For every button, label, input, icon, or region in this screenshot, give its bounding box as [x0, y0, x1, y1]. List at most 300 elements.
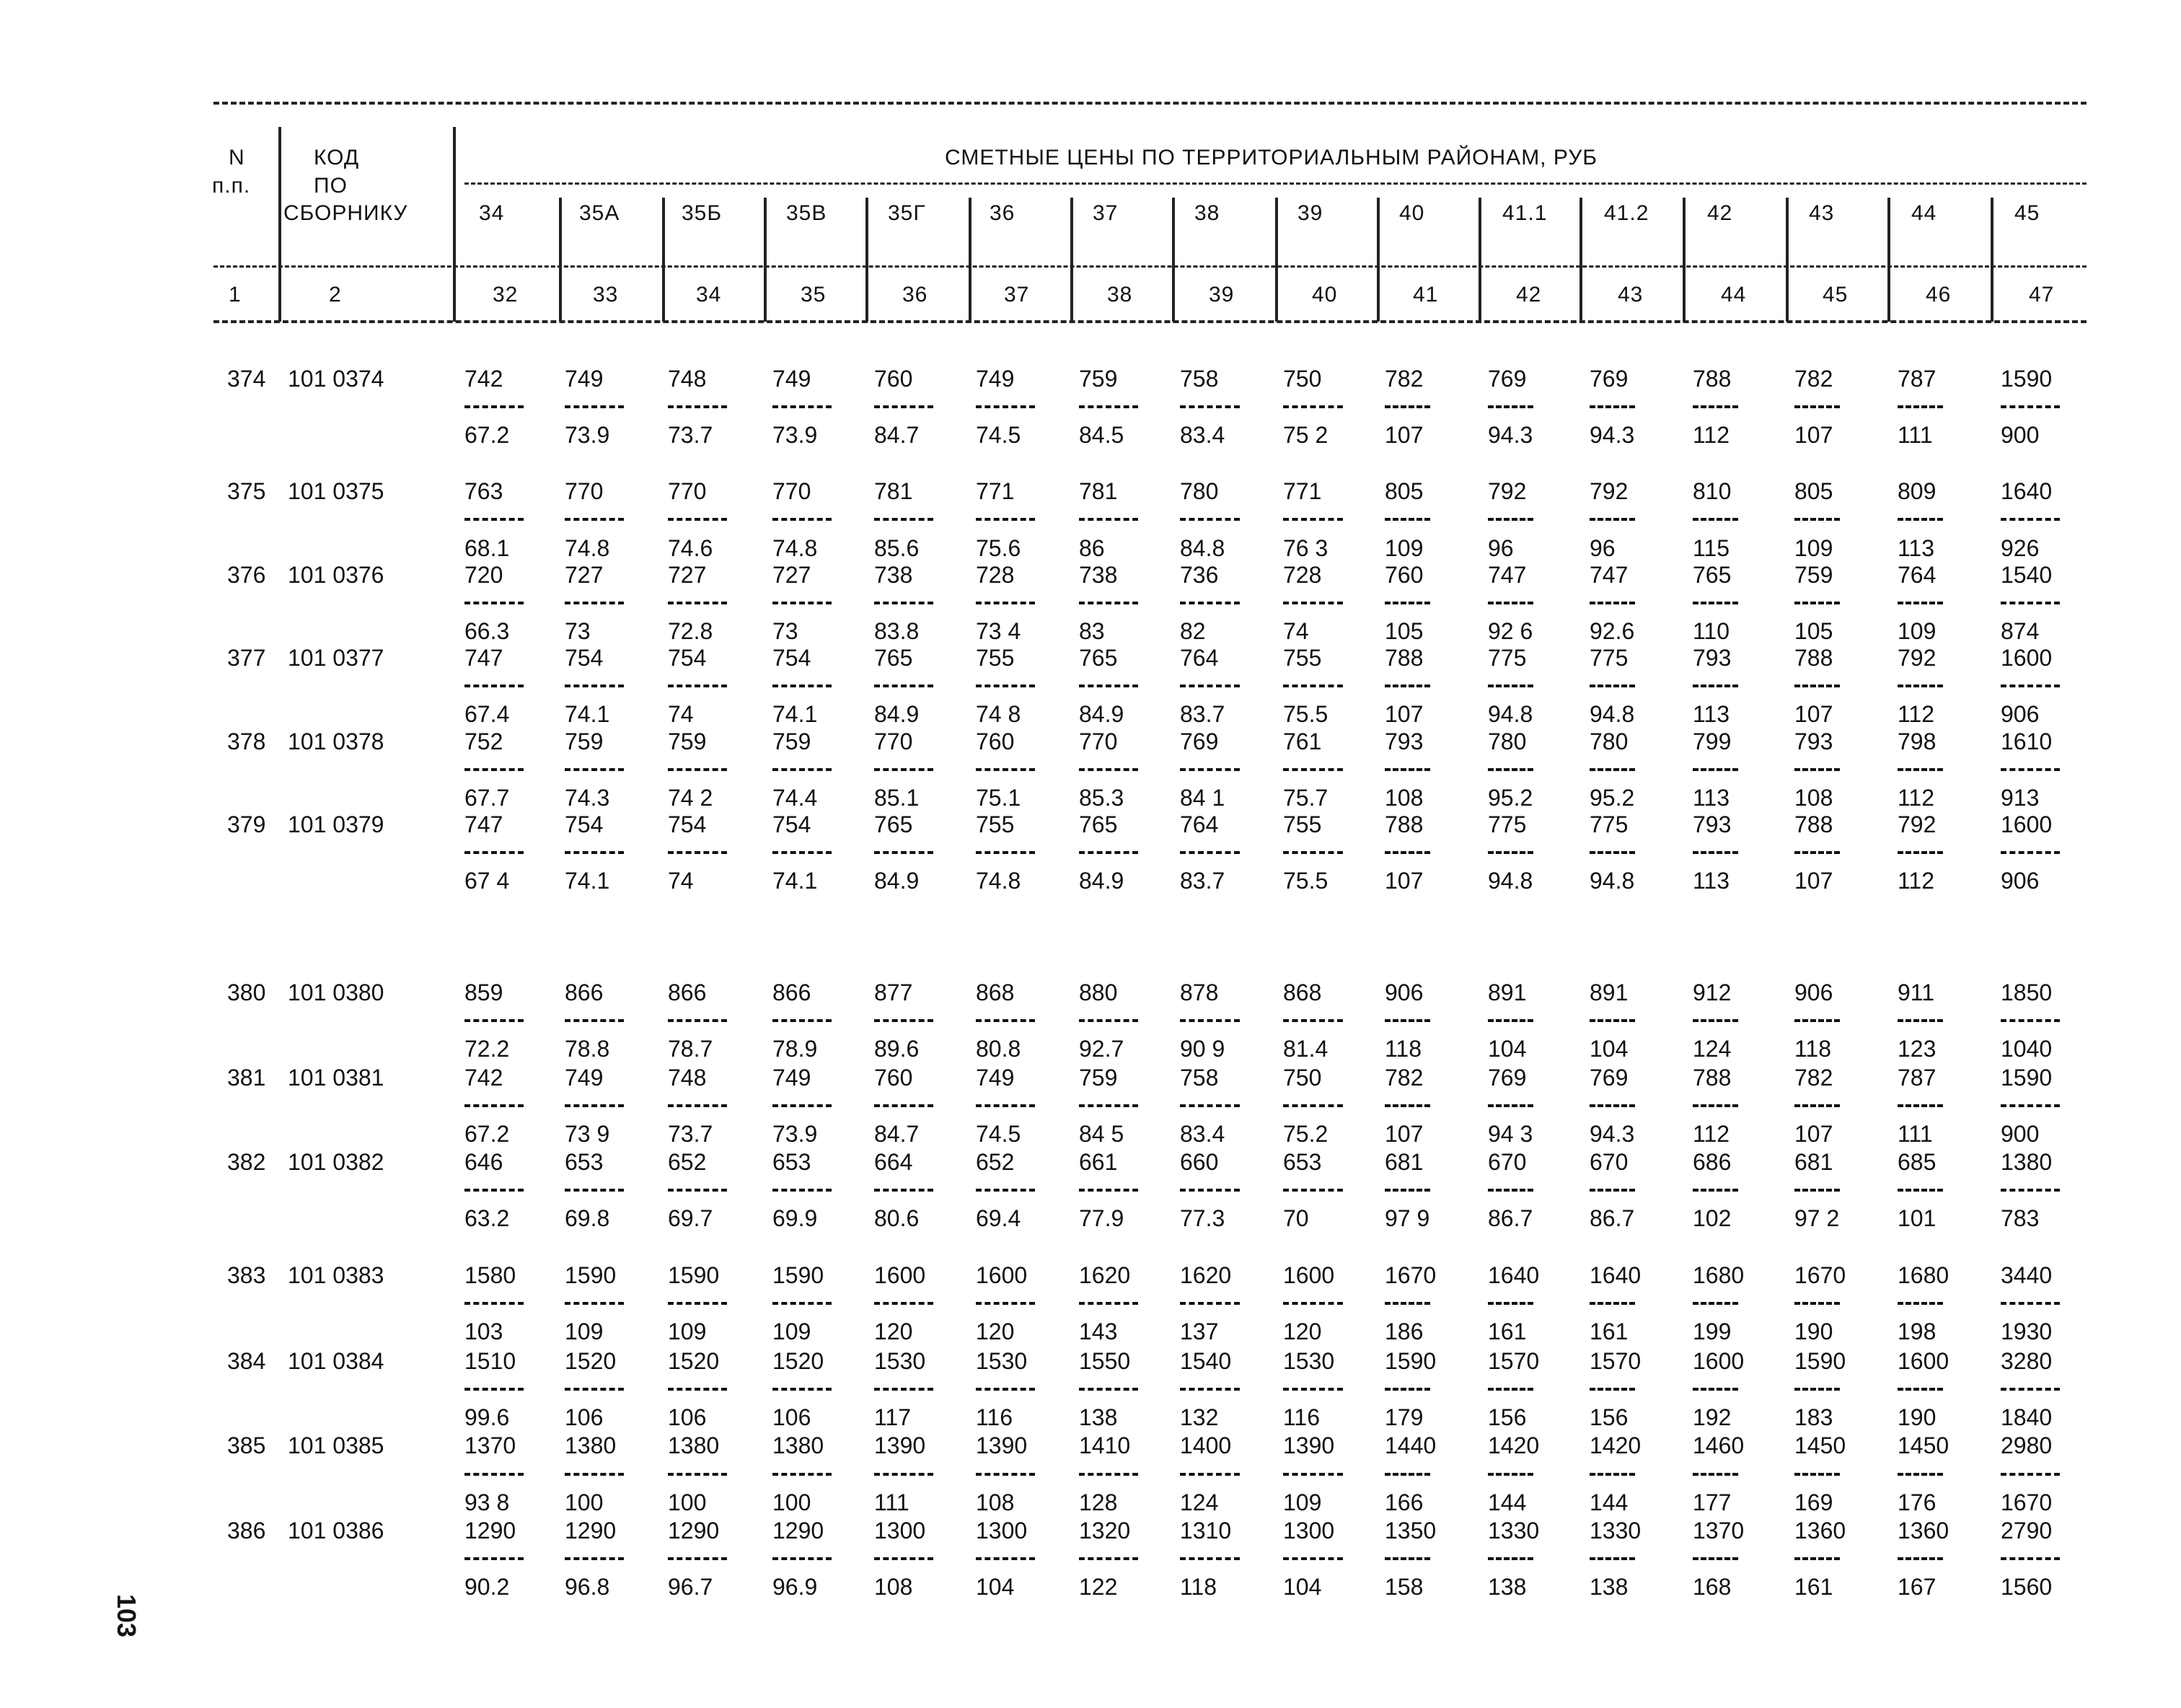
price-lower: 75.5	[1283, 868, 1329, 894]
price-upper: 763	[464, 478, 503, 504]
price-lower: 106	[565, 1404, 604, 1430]
fraction-bar	[1590, 684, 1635, 687]
fraction-bar	[1898, 518, 1943, 521]
price-upper: 738	[1079, 562, 1118, 588]
fraction-bar	[464, 1189, 524, 1192]
price-lower: 70	[1283, 1205, 1309, 1231]
price-upper: 788	[1794, 645, 1833, 671]
price-lower: 783	[2001, 1205, 2040, 1231]
fraction-bar	[1488, 1473, 1533, 1476]
fraction-bar	[1385, 1473, 1430, 1476]
price-upper: 2980	[2001, 1432, 2053, 1458]
price-lower: 74.6	[668, 535, 713, 561]
price-lower: 94 3	[1488, 1121, 1533, 1147]
price-lower: 116	[976, 1404, 1013, 1430]
fraction-bar	[874, 1557, 933, 1560]
price-lower: 124	[1180, 1489, 1219, 1515]
fraction-bar	[874, 684, 933, 687]
price-upper: 770	[565, 478, 604, 504]
price-upper: 1360	[1794, 1518, 1846, 1544]
price-lower: 108	[1794, 785, 1833, 811]
fraction-bar	[1794, 1019, 1840, 1022]
district-header: 37	[1093, 201, 1119, 225]
price-lower: 83.8	[874, 618, 920, 644]
fraction-bar	[772, 768, 832, 771]
fraction-bar	[1385, 851, 1430, 854]
price-upper: 664	[874, 1149, 913, 1175]
price-upper: 1670	[1385, 1262, 1437, 1288]
fraction-bar	[1385, 768, 1430, 771]
price-lower: 107	[1794, 1121, 1833, 1147]
fraction-bar	[1283, 684, 1343, 687]
price-lower: 138	[1590, 1574, 1629, 1600]
price-lower: 106	[668, 1404, 707, 1430]
price-upper: 727	[565, 562, 604, 588]
fraction-bar	[1488, 851, 1533, 854]
price-lower: 84 5	[1079, 1121, 1124, 1147]
fraction-bar	[565, 1302, 624, 1305]
price-upper: 782	[1385, 1065, 1424, 1091]
price-lower: 74.1	[772, 701, 818, 727]
header-title: СМЕТНЫЕ ЦЕНЫ ПО ТЕРРИТОРИАЛЬНЫМ РАЙОНАМ, РУБ	[945, 146, 1598, 170]
price-lower: 94.3	[1488, 422, 1533, 448]
price-lower: 77.9	[1079, 1205, 1124, 1231]
price-lower: 74 2	[668, 785, 713, 811]
price-upper: 728	[976, 562, 1015, 588]
price-upper: 759	[772, 728, 811, 754]
fraction-bar	[2001, 851, 2060, 854]
fraction-bar	[976, 602, 1035, 604]
price-lower: 109	[772, 1319, 811, 1344]
row-code: 101 0381	[288, 1065, 384, 1091]
header-code-line3: СБОРНИКУ	[283, 201, 408, 225]
fraction-bar	[1590, 602, 1635, 604]
fraction-bar	[874, 518, 933, 521]
fraction-bar	[464, 1019, 524, 1022]
price-upper: 1290	[464, 1518, 516, 1544]
price-lower: 81.4	[1283, 1036, 1329, 1062]
price-lower: 122	[1079, 1574, 1118, 1600]
col-number: 1	[229, 283, 242, 307]
price-lower: 73.9	[565, 422, 610, 448]
fraction-bar	[464, 405, 524, 408]
price-upper: 755	[976, 811, 1015, 837]
fraction-bar	[1385, 1019, 1430, 1022]
price-upper: 661	[1079, 1149, 1118, 1175]
fraction-bar	[464, 1388, 524, 1391]
fraction-bar	[1079, 1019, 1138, 1022]
price-lower: 69.4	[976, 1205, 1021, 1231]
row-code: 101 0384	[288, 1348, 384, 1374]
fraction-bar	[565, 851, 624, 854]
district-header: 39	[1297, 201, 1323, 225]
price-upper: 1600	[874, 1262, 926, 1288]
price-lower: 926	[2001, 535, 2040, 561]
fraction-bar	[1794, 684, 1840, 687]
price-upper: 759	[668, 728, 707, 754]
price-upper: 1530	[976, 1348, 1028, 1374]
price-lower: 78.9	[772, 1036, 818, 1062]
fraction-bar	[1794, 518, 1840, 521]
price-lower: 906	[2001, 868, 2040, 894]
fraction-bar	[772, 1388, 832, 1391]
price-upper: 770	[668, 478, 707, 504]
fraction-bar	[1385, 1388, 1430, 1391]
price-upper: 799	[1693, 728, 1732, 754]
fraction-bar	[976, 1302, 1035, 1305]
fraction-bar	[1180, 602, 1240, 604]
price-lower: 112	[1693, 422, 1730, 448]
price-lower: 108	[1385, 785, 1424, 811]
fraction-bar	[772, 1189, 832, 1192]
price-lower: 1670	[2001, 1489, 2053, 1515]
fraction-bar	[668, 1388, 727, 1391]
price-upper: 646	[464, 1149, 503, 1175]
price-lower: 83.7	[1180, 868, 1225, 894]
fraction-bar	[976, 1473, 1035, 1476]
price-upper: 3440	[2001, 1262, 2053, 1288]
price-lower: 92 6	[1488, 618, 1533, 644]
fraction-bar	[976, 518, 1035, 521]
price-upper: 771	[976, 478, 1015, 504]
price-lower: 73.7	[668, 422, 713, 448]
price-upper: 765	[1079, 811, 1118, 837]
fraction-bar	[976, 768, 1035, 771]
fraction-bar	[976, 684, 1035, 687]
price-upper: 1590	[2001, 366, 2053, 392]
price-lower: 158	[1385, 1574, 1424, 1600]
price-upper: 782	[1385, 366, 1424, 392]
fraction-bar	[1180, 684, 1240, 687]
fraction-bar	[1283, 1104, 1343, 1107]
price-lower: 190	[1794, 1319, 1833, 1344]
price-upper: 727	[772, 562, 811, 588]
price-upper: 1390	[874, 1432, 926, 1458]
fraction-bar	[1693, 1557, 1738, 1560]
fraction-bar	[1898, 851, 1943, 854]
header-code-line2: ПО	[314, 174, 348, 198]
fraction-bar	[772, 1557, 832, 1560]
price-lower: 74.5	[976, 1121, 1021, 1147]
fraction-bar	[1693, 602, 1738, 604]
header-sub-rule	[213, 265, 2087, 268]
fraction-bar	[2001, 405, 2060, 408]
price-lower: 74	[1283, 618, 1309, 644]
price-upper: 792	[1898, 645, 1937, 671]
price-upper: 792	[1590, 478, 1629, 504]
price-upper: 750	[1283, 366, 1322, 392]
fraction-bar	[1898, 405, 1943, 408]
price-upper: 769	[1180, 728, 1219, 754]
fraction-bar	[565, 1104, 624, 1107]
fraction-bar	[2001, 602, 2060, 604]
fraction-bar	[565, 1019, 624, 1022]
fraction-bar	[1180, 1189, 1240, 1192]
col-number: 36	[902, 283, 928, 307]
price-upper: 1600	[2001, 645, 2053, 671]
fraction-bar	[1693, 518, 1738, 521]
price-lower: 80.8	[976, 1036, 1021, 1062]
price-lower: 113	[1693, 785, 1730, 811]
fraction-bar	[1180, 405, 1240, 408]
price-upper: 681	[1385, 1149, 1424, 1175]
fraction-bar	[1079, 684, 1138, 687]
price-lower: 168	[1693, 1574, 1732, 1600]
fraction-bar	[874, 1104, 933, 1107]
price-lower: 99.6	[464, 1404, 510, 1430]
price-upper: 1570	[1488, 1348, 1540, 1374]
price-upper: 752	[464, 728, 503, 754]
price-lower: 144	[1488, 1489, 1527, 1515]
fraction-bar	[1283, 851, 1343, 854]
price-upper: 720	[464, 562, 503, 588]
price-lower: 100	[772, 1489, 811, 1515]
fraction-bar	[1180, 518, 1240, 521]
fraction-bar	[565, 768, 624, 771]
price-upper: 754	[565, 811, 604, 837]
price-upper: 1540	[1180, 1348, 1232, 1374]
price-lower: 109	[668, 1319, 707, 1344]
fraction-bar	[1898, 1189, 1943, 1192]
fraction-bar	[874, 1388, 933, 1391]
price-lower: 72.2	[464, 1036, 510, 1062]
price-lower: 156	[1590, 1404, 1629, 1430]
price-upper: 1380	[565, 1432, 617, 1458]
fraction-bar	[1488, 684, 1533, 687]
price-upper: 1410	[1079, 1432, 1131, 1458]
fraction-bar	[668, 518, 727, 521]
price-upper: 1640	[1488, 1262, 1540, 1288]
price-upper: 653	[772, 1149, 811, 1175]
fraction-bar	[1385, 602, 1430, 604]
price-upper: 780	[1488, 728, 1527, 754]
price-upper: 1330	[1590, 1518, 1642, 1544]
fraction-bar	[2001, 1557, 2060, 1560]
price-upper: 747	[1488, 562, 1527, 588]
fraction-bar	[1794, 1189, 1840, 1192]
fraction-bar	[464, 1473, 524, 1476]
price-upper: 1590	[1794, 1348, 1846, 1374]
price-lower: 90 9	[1180, 1036, 1225, 1062]
fraction-bar	[1385, 1189, 1430, 1192]
price-lower: 100	[565, 1489, 604, 1515]
price-lower: 84.9	[874, 868, 920, 894]
price-upper: 793	[1385, 728, 1424, 754]
fraction-bar	[1488, 768, 1533, 771]
fraction-bar	[976, 851, 1035, 854]
fraction-bar	[1590, 1302, 1635, 1305]
row-number: 385	[227, 1432, 266, 1458]
fraction-bar	[565, 1189, 624, 1192]
fraction-bar	[1590, 851, 1635, 854]
price-upper: 1380	[668, 1432, 720, 1458]
price-upper: 754	[668, 645, 707, 671]
fraction-bar	[1590, 1104, 1635, 1107]
fraction-bar	[1385, 1302, 1430, 1305]
price-upper: 1520	[772, 1348, 824, 1374]
district-header: 42	[1707, 201, 1733, 225]
price-lower: 73	[772, 618, 798, 644]
price-upper: 1580	[464, 1262, 516, 1288]
district-header: 43	[1809, 201, 1835, 225]
fraction-bar	[1693, 1189, 1738, 1192]
price-upper: 788	[1385, 811, 1424, 837]
price-lower: 106	[772, 1404, 811, 1430]
price-lower: 177	[1693, 1489, 1732, 1515]
price-upper: 792	[1488, 478, 1527, 504]
price-upper: 685	[1898, 1149, 1937, 1175]
fraction-bar	[1180, 1388, 1240, 1391]
fraction-bar	[1283, 1473, 1343, 1476]
price-lower: 109	[1385, 535, 1424, 561]
fraction-bar	[1079, 1557, 1138, 1560]
fraction-bar	[772, 851, 832, 854]
price-lower: 190	[1898, 1404, 1937, 1430]
header-divider-code	[453, 127, 456, 322]
col-number: 41	[1413, 283, 1439, 307]
price-lower: 74.8	[565, 535, 610, 561]
fraction-bar	[668, 1557, 727, 1560]
fraction-bar	[1283, 768, 1343, 771]
price-upper: 765	[874, 811, 913, 837]
fraction-bar	[464, 768, 524, 771]
header-top-rule	[213, 102, 2087, 105]
price-upper: 1530	[874, 1348, 926, 1374]
price-lower: 176	[1898, 1489, 1937, 1515]
price-lower: 123	[1898, 1036, 1937, 1062]
price-upper: 793	[1693, 811, 1732, 837]
price-lower: 73	[565, 618, 591, 644]
price-lower: 118	[1385, 1036, 1422, 1062]
price-upper: 880	[1079, 980, 1118, 1005]
price-lower: 75.2	[1283, 1121, 1329, 1147]
price-upper: 866	[565, 980, 604, 1005]
fraction-bar	[1693, 1302, 1738, 1305]
price-upper: 775	[1488, 645, 1527, 671]
price-upper: 1600	[1898, 1348, 1949, 1374]
fraction-bar	[1794, 1473, 1840, 1476]
fraction-bar	[668, 1104, 727, 1107]
price-lower: 1560	[2001, 1574, 2053, 1600]
price-lower: 94.3	[1590, 422, 1635, 448]
fraction-bar	[1488, 1189, 1533, 1192]
fraction-bar	[1283, 1557, 1343, 1560]
col-number: 38	[1107, 283, 1133, 307]
price-upper: 787	[1898, 366, 1937, 392]
price-lower: 107	[1385, 701, 1424, 727]
price-upper: 755	[1283, 811, 1322, 837]
price-lower: 104	[1283, 1574, 1322, 1600]
price-upper: 750	[1283, 1065, 1322, 1091]
price-upper: 793	[1794, 728, 1833, 754]
col-number: 32	[493, 283, 519, 307]
price-upper: 1530	[1283, 1348, 1335, 1374]
price-upper: 1620	[1079, 1262, 1131, 1288]
price-lower: 108	[874, 1574, 913, 1600]
price-upper: 798	[1898, 728, 1937, 754]
price-upper: 1370	[464, 1432, 516, 1458]
price-upper: 770	[772, 478, 811, 504]
fraction-bar	[668, 405, 727, 408]
price-lower: 78.7	[668, 1036, 713, 1062]
col-number: 2	[329, 283, 342, 307]
fraction-bar	[874, 1302, 933, 1305]
price-lower: 109	[565, 1319, 604, 1344]
fraction-bar	[2001, 1189, 2060, 1192]
fraction-bar	[1898, 1302, 1943, 1305]
price-lower: 85.1	[874, 785, 920, 811]
price-upper: 770	[1079, 728, 1118, 754]
price-lower: 109	[1794, 535, 1833, 561]
price-lower: 198	[1898, 1319, 1937, 1344]
price-upper: 742	[464, 366, 503, 392]
price-upper: 805	[1794, 478, 1833, 504]
price-lower: 89.6	[874, 1036, 920, 1062]
price-upper: 1520	[565, 1348, 617, 1374]
fraction-bar	[464, 684, 524, 687]
price-upper: 1390	[976, 1432, 1028, 1458]
fraction-bar	[2001, 1019, 2060, 1022]
price-lower: 113	[1693, 868, 1730, 894]
fraction-bar	[668, 851, 727, 854]
fraction-bar	[2001, 768, 2060, 771]
price-upper: 906	[1794, 980, 1833, 1005]
fraction-bar	[874, 851, 933, 854]
price-upper: 1420	[1590, 1432, 1642, 1458]
price-upper: 765	[1079, 645, 1118, 671]
row-number: 380	[227, 980, 266, 1005]
fraction-bar	[1079, 768, 1138, 771]
price-upper: 775	[1590, 645, 1629, 671]
fraction-bar	[2001, 1104, 2060, 1107]
price-lower: 75.5	[1283, 701, 1329, 727]
price-upper: 787	[1898, 1065, 1937, 1091]
price-upper: 652	[976, 1149, 1015, 1175]
price-upper: 1440	[1385, 1432, 1437, 1458]
price-upper: 1600	[976, 1262, 1028, 1288]
price-lower: 67.2	[464, 1121, 510, 1147]
price-lower: 138	[1488, 1574, 1527, 1600]
fraction-bar	[668, 1473, 727, 1476]
price-lower: 94.8	[1488, 701, 1533, 727]
price-lower: 96.8	[565, 1574, 610, 1600]
price-lower: 84.7	[874, 422, 920, 448]
price-upper: 1680	[1898, 1262, 1949, 1288]
district-header: 35В	[786, 201, 827, 225]
price-upper: 1600	[1693, 1348, 1745, 1374]
fraction-bar	[668, 684, 727, 687]
fraction-bar	[1180, 1104, 1240, 1107]
price-upper: 653	[1283, 1149, 1322, 1175]
price-upper: 754	[565, 645, 604, 671]
col-number: 39	[1209, 283, 1235, 307]
price-upper: 1450	[1794, 1432, 1846, 1458]
price-upper: 1540	[2001, 562, 2053, 588]
fraction-bar	[1794, 1104, 1840, 1107]
price-upper: 742	[464, 1065, 503, 1091]
price-lower: 94.8	[1590, 868, 1635, 894]
price-lower: 67.4	[464, 701, 510, 727]
price-lower: 76 3	[1283, 535, 1329, 561]
price-upper: 670	[1590, 1149, 1629, 1175]
price-lower: 112	[1898, 701, 1935, 727]
price-upper: 788	[1693, 366, 1732, 392]
price-upper: 1310	[1180, 1518, 1232, 1544]
price-upper: 1390	[1283, 1432, 1335, 1458]
price-lower: 97 2	[1794, 1205, 1840, 1231]
price-upper: 1550	[1079, 1348, 1131, 1374]
price-lower: 67 4	[464, 868, 510, 894]
